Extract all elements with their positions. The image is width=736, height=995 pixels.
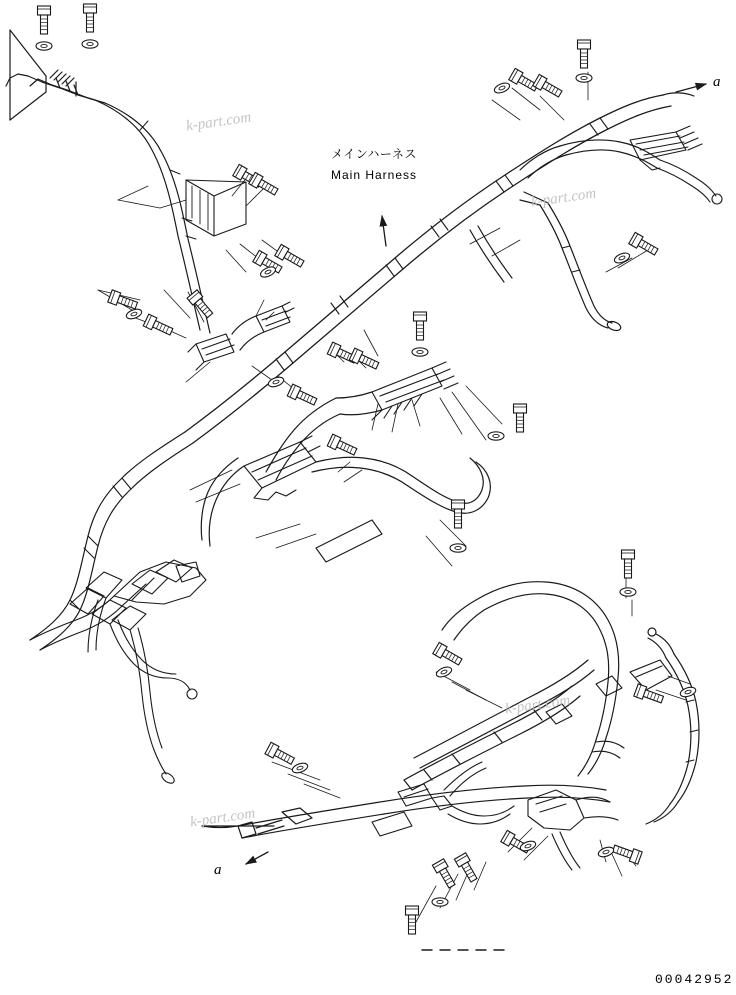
- part-number: 00042952: [655, 972, 734, 987]
- watermark: k-part.com: [185, 109, 253, 135]
- watermark: k-part.com: [504, 692, 572, 718]
- main-harness-label-en: Main Harness: [331, 168, 418, 182]
- watermark: k-part.com: [189, 805, 257, 831]
- main-harness-label-jp: メインハーネス: [331, 147, 417, 161]
- callout-a-bottom: a: [214, 862, 222, 878]
- callout-a-top: a: [713, 74, 721, 90]
- watermark: k-part.com: [530, 185, 598, 211]
